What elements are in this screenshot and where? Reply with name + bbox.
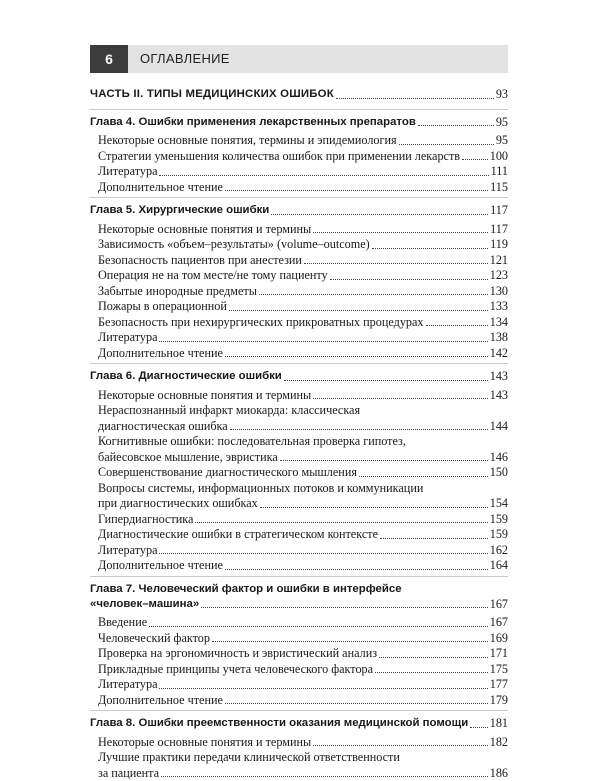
page-ref: 117 [490,203,508,219]
page-ref: 143 [490,388,508,404]
entry-title: Дополнительное чтение [98,558,223,574]
table-of-contents [90,83,508,781]
toc-entry[interactable] [90,465,508,481]
entry-title: Литература [98,330,157,346]
chapter-title: Глава 8. Ошибки преемственности оказания медицинской помощи [90,716,468,732]
chapter-title-line: Глава 7. Человеческий фактор и ошибки в интерфейсе [90,576,508,597]
toc-entry[interactable] [90,735,508,751]
toc-chapter-5[interactable] [90,197,508,219]
toc-entry[interactable] [90,315,508,331]
toc-entry[interactable] [90,253,508,269]
entry-title: Гипердиагностика [98,512,193,528]
toc-entry[interactable] [90,496,508,512]
toc-entry[interactable] [90,527,508,543]
page-ref: 154 [490,496,508,512]
entry-title: Дополнительное чтение [98,693,223,709]
page-ref: 138 [490,330,508,346]
toc-entry[interactable] [90,450,508,466]
toc-entry[interactable] [90,149,508,165]
chapter-title: Глава 4. Ошибки применения лекарственных препаратов [90,115,416,131]
chapter-title: Глава 5. Хирургические ошибки [90,203,269,219]
entry-title: Прикладные принципы учета человеческого фактора [98,662,373,678]
toc-entry[interactable] [90,268,508,284]
page-ref: 111 [491,164,508,180]
toc-part-2[interactable] [90,87,508,103]
toc-entry[interactable] [90,330,508,346]
page-ref: 144 [490,419,508,435]
entry-title: Забытые инородные предметы [98,284,257,300]
page-ref: 143 [490,369,508,385]
entry-title: Дополнительное чтение [98,180,223,196]
toc-entry[interactable] [90,766,508,781]
running-title: ОГЛАВЛЕНИЕ [140,45,230,73]
page-ref: 177 [490,677,508,693]
page-ref: 182 [490,735,508,751]
chapter-title: Глава 6. Диагностические ошибки [90,369,282,385]
page-ref: 179 [490,693,508,709]
page-ref: 123 [490,268,508,284]
toc-chapter-6[interactable] [90,363,508,385]
entry-title: Диагностические ошибки в стратегическом контексте [98,527,378,543]
entry-title: Некоторые основные понятия и термины [98,388,311,404]
page-ref: 134 [490,315,508,331]
page-ref: 146 [490,450,508,466]
entry-title: Проверка на эргономичность и эвристический анализ [98,646,377,662]
entry-title-line: Вопросы системы, информационных потоков и коммуникации [90,481,508,497]
page-ref: 117 [490,222,508,238]
entry-title: Безопасность при нехирургических прикроватных процедурах [98,315,424,331]
entry-title: байесовское мышление, эвристика [98,450,278,466]
entry-title: диагностическая ошибка [98,419,228,435]
toc-entry[interactable] [90,419,508,435]
entry-title: Введение [98,615,147,631]
entry-title: Стратегии уменьшения количества ошибок при применении лекарств [98,149,460,165]
page-ref: 186 [490,766,508,781]
entry-title: Дополнительное чтение [98,346,223,362]
page-header [90,45,508,73]
entry-title: Некоторые основные понятия и термины [98,735,311,751]
toc-chapter-8[interactable] [90,710,508,732]
toc-entry[interactable] [90,543,508,559]
toc-entry[interactable] [90,388,508,404]
toc-chapter-4[interactable] [90,109,508,131]
toc-entry[interactable] [90,180,508,196]
page-ref: 164 [490,558,508,574]
page-number: 6 [90,45,128,73]
toc-entry[interactable] [90,284,508,300]
page-ref: 100 [490,149,508,165]
page-ref: 93 [496,87,508,103]
toc-entry[interactable] [90,299,508,315]
entry-title: Некоторые основные понятия и термины [98,222,311,238]
entry-title: Операция не на том месте/не тому пациенту [98,268,328,284]
entry-title-line: Когнитивные ошибки: последовательная проверка гипотез, [90,434,508,450]
page-ref: 171 [490,646,508,662]
entry-title: при диагностических ошибках [98,496,258,512]
page-ref: 95 [496,133,508,149]
page-ref: 130 [490,284,508,300]
page-ref: 167 [490,615,508,631]
page-ref: 119 [490,237,508,253]
page-ref: 159 [490,512,508,528]
toc-entry[interactable] [90,164,508,180]
toc-entry[interactable] [90,346,508,362]
toc-chapter-7[interactable] [90,597,508,613]
page-ref: 142 [490,346,508,362]
page-ref: 95 [496,115,508,131]
page-ref: 167 [490,597,508,613]
chapter-title: «человек–машина» [90,597,199,613]
page-ref: 121 [490,253,508,269]
toc-entry[interactable] [90,631,508,647]
page-ref: 150 [490,465,508,481]
toc-entry[interactable] [90,615,508,631]
entry-title: Пожары в операционной [98,299,227,315]
entry-title: Зависимость «объем–результаты» (volume–outcome) [98,237,370,253]
entry-title-line: Нераспознанный инфаркт миокарда: классическая [90,403,508,419]
entry-title: Литература [98,164,157,180]
toc-entry[interactable] [90,133,508,149]
page-ref: 175 [490,662,508,678]
toc-entry[interactable] [90,558,508,574]
toc-entry[interactable] [90,222,508,238]
toc-entry[interactable] [90,677,508,693]
page-ref: 133 [490,299,508,315]
page-ref: 169 [490,631,508,647]
toc-entry[interactable] [90,693,508,709]
part-title: ЧАСТЬ II. ТИПЫ МЕДИЦИНСКИХ ОШИБОК [90,87,334,103]
entry-title: Совершенствование диагностического мышления [98,465,357,481]
toc-entry[interactable] [90,662,508,678]
toc-entry[interactable] [90,237,508,253]
entry-title: Литература [98,677,157,693]
toc-entry[interactable] [90,646,508,662]
entry-title-line: Лучшие практики передачи клинической ответственности [90,750,508,766]
entry-title: Человеческий фактор [98,631,210,647]
entry-title: Безопасность пациентов при анестезии [98,253,302,269]
page-ref: 162 [490,543,508,559]
page-ref: 115 [490,180,508,196]
page-ref: 159 [490,527,508,543]
page-ref: 181 [490,716,508,732]
entry-title: Литература [98,543,157,559]
entry-title: Некоторые основные понятия, термины и эпидемиология [98,133,397,149]
toc-entry[interactable] [90,512,508,528]
entry-title: за пациента [98,766,159,781]
